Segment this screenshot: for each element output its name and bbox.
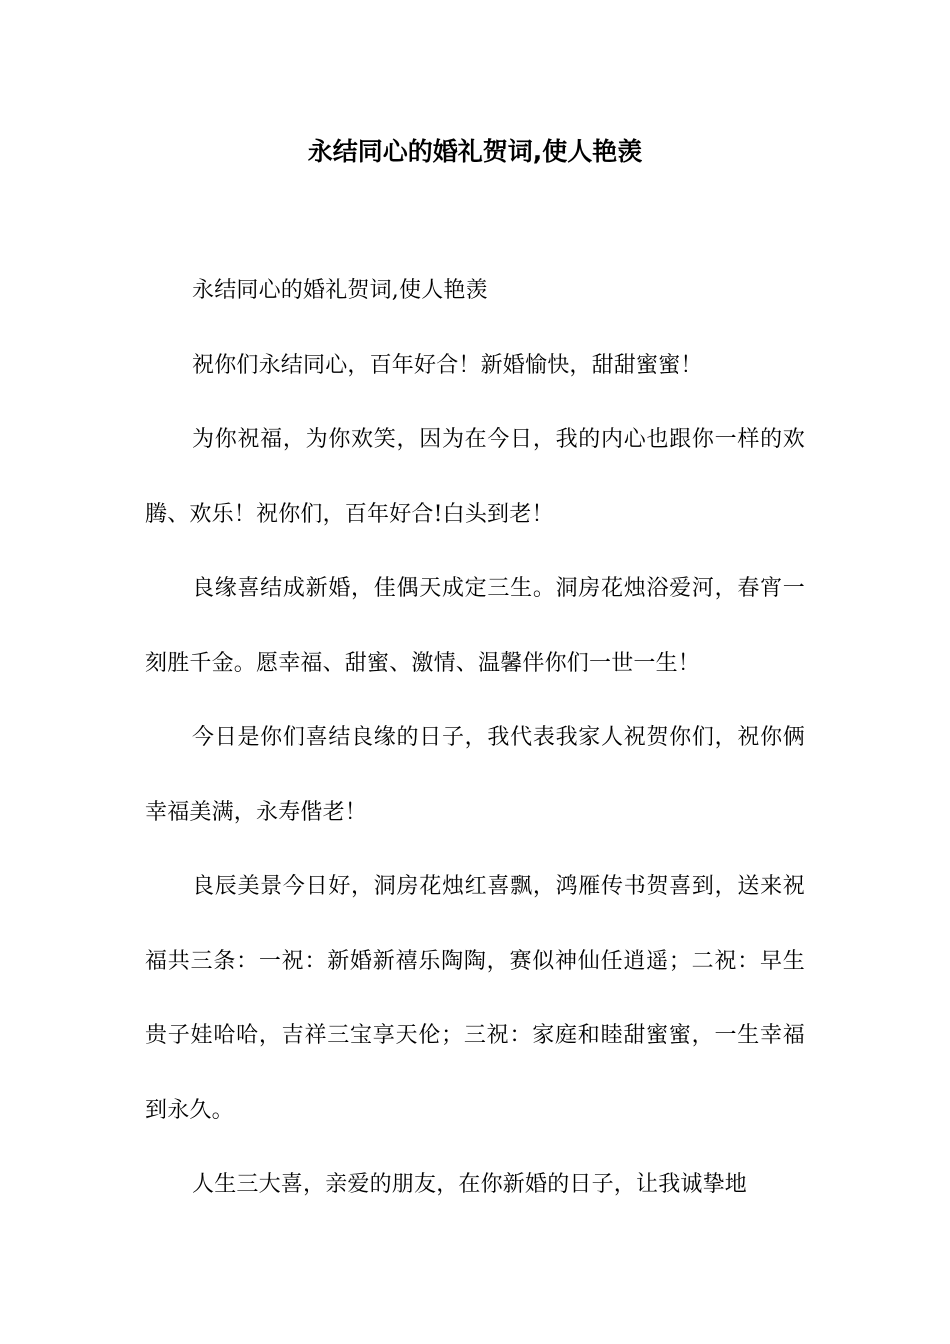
paragraph-3: 良缘喜结成新婚，佳偶天成定三生。洞房花烛浴爱河，春宵一刻胜千金。愿幸福、甜蜜、激情、温馨伴你们一世一生！: [145, 576, 805, 676]
document-body: [145, 254, 805, 1223]
paragraph-4: 今日是你们喜结良缘的日子，我代表我家人祝贺你们，祝你俩幸福美满，永寿偕老！: [145, 725, 805, 825]
paragraph-1: 祝你们永结同心，百年好合！新婚愉快，甜甜蜜蜜！: [192, 352, 703, 378]
paragraph-5: 良辰美景今日好，洞房花烛红喜飘，鸿雁传书贺喜到，送来祝福共三条：一祝：新婚新禧乐陶陶，赛似神仙任逍遥；二祝：早生贵子娃哈哈，吉祥三宝享天伦；三祝：家庭和睦甜蜜蜜，一生幸福到永久。: [145, 874, 805, 1123]
paragraph-subtitle: 永结同心的婚礼贺词,使人艳羡: [192, 278, 488, 303]
document-title: 永结同心的婚礼贺词,使人艳羡: [307, 137, 643, 166]
paragraph-6: 人生三大喜，亲爱的朋友，在你新婚的日子，让我诚挚地: [192, 1172, 748, 1197]
paragraph-2: 为你祝福，为你欢笑，因为在今日，我的内心也跟你一样的欢腾、欢乐！祝你们，百年好合!白头到老！: [145, 427, 805, 527]
